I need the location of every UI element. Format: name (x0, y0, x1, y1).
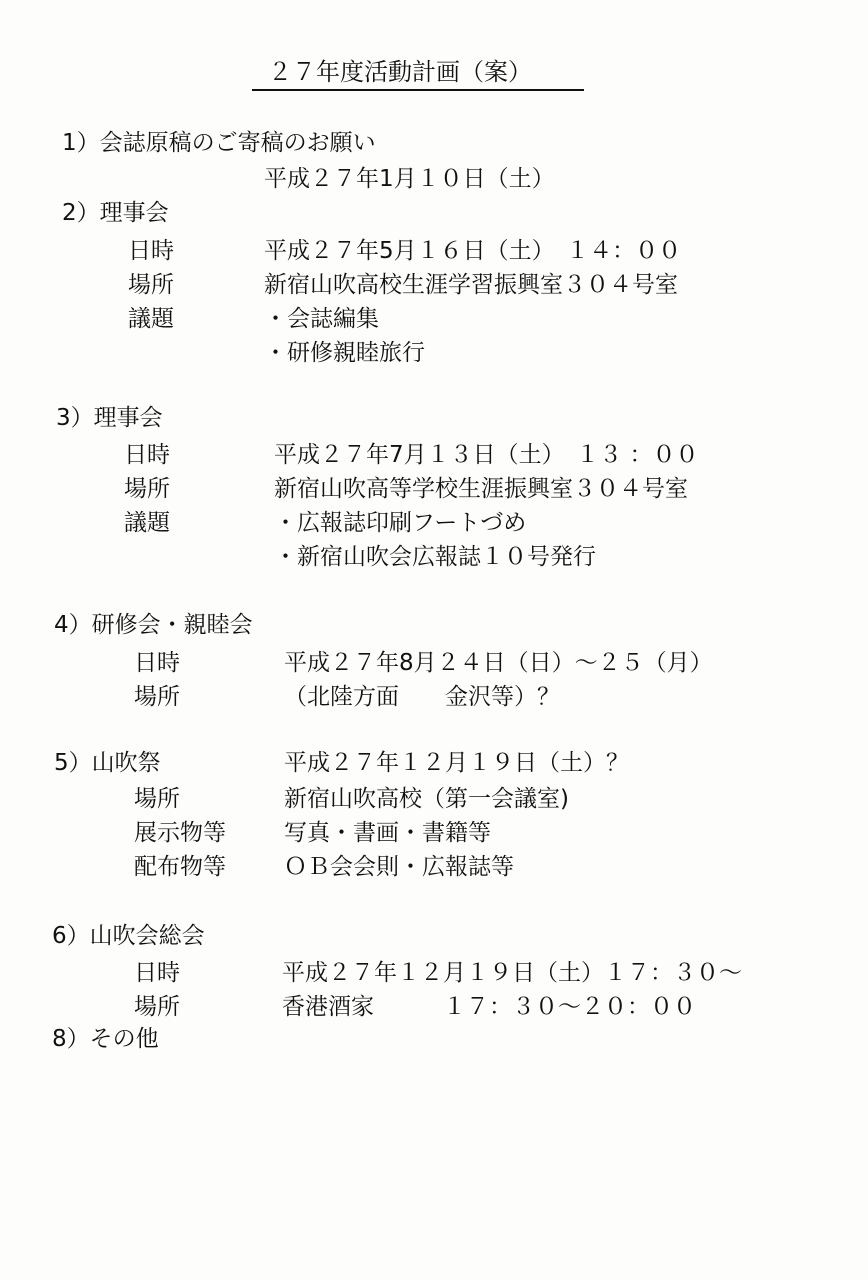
section-3-agenda-item: ・広報誌印刷フートづめ (274, 510, 527, 536)
document-title: ２７年度活動計画（案） (268, 58, 532, 86)
section-2-place: 新宿山吹高校生涯学習振興室３０４号室 (264, 272, 678, 298)
section-6-datetime-label: 日時 (134, 960, 180, 986)
section-2-agenda-item: ・研修親睦旅行 (264, 340, 425, 366)
section-6-place: 香港酒家 １７：３０～２０：００ (282, 994, 696, 1020)
section-6-datetime: 平成２７年１２月１９日（土）１７：３０～ (282, 960, 742, 986)
section-3-agenda-label: 議題 (124, 510, 170, 536)
section-3-agenda-item: ・新宿山吹会広報誌１０号発行 (274, 544, 596, 570)
section-5-handout-label: 配布物等 (134, 854, 226, 880)
section-1-date: 平成２７年1月１０日（土） (264, 166, 555, 192)
section-5-place-label: 場所 (134, 786, 180, 812)
section-5-handout: ＯＢ会会則・広報誌等 (284, 854, 514, 880)
section-3-heading: 3）理事会 (56, 405, 163, 431)
section-5-exhibit-label: 展示物等 (134, 820, 226, 846)
section-2-heading: 2）理事会 (62, 200, 169, 226)
section-5-date: 平成２７年１２月１９日（土）？ (284, 750, 629, 776)
section-4-place-label: 場所 (134, 684, 180, 710)
section-5-place: 新宿山吹高校（第一会議室) (284, 786, 569, 812)
section-3-datetime-label: 日時 (124, 442, 170, 468)
section-5-heading: 5）山吹祭 (54, 750, 161, 776)
title-underline (252, 89, 584, 91)
section-4-heading: 4）研修会・親睦会 (54, 612, 253, 638)
section-4-datetime: 平成２７年8月２４日（日）～２５（月） (284, 650, 713, 676)
section-6-place-label: 場所 (134, 994, 180, 1020)
section-3-place-label: 場所 (124, 476, 170, 502)
section-2-datetime-label: 日時 (128, 238, 174, 264)
section-4-datetime-label: 日時 (134, 650, 180, 676)
section-3-place: 新宿山吹高等学校生涯振興室３０４号室 (274, 476, 688, 502)
section-2-agenda-item: ・会誌編集 (264, 306, 379, 332)
section-5-exhibit: 写真・書画・書籍等 (284, 820, 491, 846)
section-4-place: （北陸方面 金沢等）？ (284, 684, 560, 710)
section-8-heading: 8）その他 (52, 1026, 159, 1052)
section-2-agenda-label: 議題 (128, 306, 174, 332)
section-2-datetime: 平成２７年5月１６日（土） １４：００ (264, 238, 682, 264)
section-2-place-label: 場所 (128, 272, 174, 298)
section-6-heading: 6）山吹会総会 (52, 923, 205, 949)
section-1-heading: 1）会誌原稿のご寄稿のお願い (62, 130, 376, 156)
section-3-datetime: 平成２７年7月１３日（土） １３ ：００ (274, 442, 699, 468)
